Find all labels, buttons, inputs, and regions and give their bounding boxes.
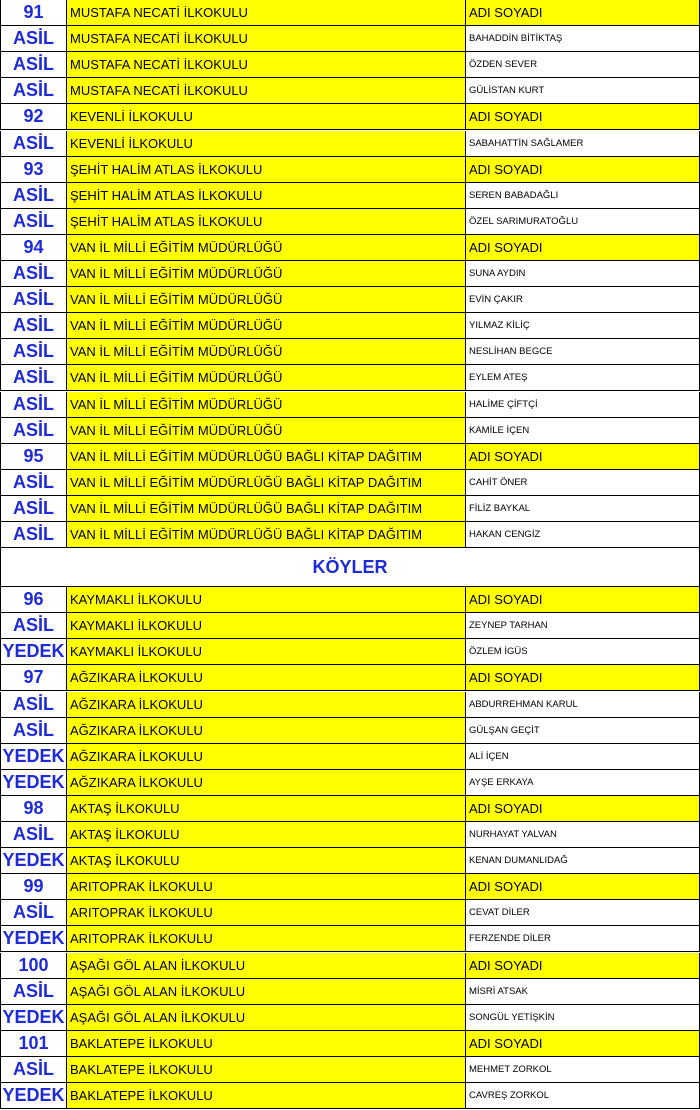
- school-header-row: [0, 1031, 700, 1057]
- school-name: VAN İL MİLLİ EĞİTİM MÜDÜRLÜĞÜ: [67, 235, 466, 261]
- staff-row: [0, 287, 700, 313]
- staff-row: [0, 522, 700, 548]
- staff-name: NESLİHAN BEGCE: [466, 339, 700, 365]
- school-name: KAYMAKLI İLKOKULU: [67, 587, 466, 613]
- staff-status: ASİL: [0, 26, 67, 52]
- staff-name: EVİN ÇAKIR: [466, 287, 700, 313]
- school-name: AĞZIKARA İLKOKULU: [67, 665, 466, 691]
- staff-status: ASİL: [0, 1057, 67, 1083]
- school-name: ŞEHİT HALİM ATLAS İLKOKULU: [67, 157, 466, 183]
- school-name: VAN İL MİLLİ EĞİTİM MÜDÜRLÜĞÜ: [67, 418, 466, 444]
- staff-name: GÜLŞAN GEÇİT: [466, 718, 700, 744]
- school-header-row: [0, 104, 700, 130]
- staff-name: SUNA AYDIN: [466, 261, 700, 287]
- staff-name: HALİME ÇİFTÇİ: [466, 392, 700, 418]
- staff-name: CEVAT DİLER: [466, 900, 700, 926]
- staff-row: [0, 365, 700, 391]
- staff-row: [0, 418, 700, 444]
- staff-status: ASİL: [0, 392, 67, 418]
- school-number: 97: [0, 665, 67, 691]
- name-column-header: ADI SOYADI: [466, 0, 700, 26]
- school-name: AĞZIKARA İLKOKULU: [67, 692, 466, 718]
- staff-name: ZEYNEP TARHAN: [466, 613, 700, 639]
- staff-status: ASİL: [0, 496, 67, 522]
- school-header-row: [0, 665, 700, 691]
- staff-status: ASİL: [0, 822, 67, 848]
- staff-status: ASİL: [0, 418, 67, 444]
- school-header-row: [0, 874, 700, 900]
- school-name: ARITOPRAK İLKOKULU: [67, 874, 466, 900]
- staff-row: [0, 52, 700, 78]
- section-title: KÖYLER: [0, 548, 700, 587]
- staff-status: YEDEK: [0, 926, 67, 952]
- staff-name: ABDURREHMAN KARUL: [466, 692, 700, 718]
- staff-name: NURHAYAT YALVAN: [466, 822, 700, 848]
- staff-row: [0, 770, 700, 796]
- staff-row: [0, 613, 700, 639]
- staff-status: ASİL: [0, 979, 67, 1005]
- school-name: AKTAŞ İLKOKULU: [67, 796, 466, 822]
- school-name: VAN İL MİLLİ EĞİTİM MÜDÜRLÜĞÜ: [67, 339, 466, 365]
- staff-name: BAHADDİN BİTİKTAŞ: [466, 26, 700, 52]
- staff-status: ASİL: [0, 52, 67, 78]
- school-name: KEVENLİ İLKOKULU: [67, 104, 466, 130]
- staff-status: ASİL: [0, 470, 67, 496]
- staff-name: SABAHATTİN SAĞLAMER: [466, 131, 700, 157]
- staff-status: YEDEK: [0, 639, 67, 665]
- staff-status: ASİL: [0, 183, 67, 209]
- school-name: AKTAŞ İLKOKULU: [67, 848, 466, 874]
- staff-name: FERZENDE DİLER: [466, 926, 700, 952]
- staff-row: [0, 496, 700, 522]
- staff-row: [0, 78, 700, 104]
- school-name: VAN İL MİLLİ EĞİTİM MÜDÜRLÜĞÜ: [67, 392, 466, 418]
- school-name: AĞZIKARA İLKOKULU: [67, 770, 466, 796]
- school-header-row: [0, 587, 700, 613]
- staff-row: [0, 926, 700, 952]
- school-header-row: [0, 0, 700, 26]
- staff-name: HAKAN CENGİZ: [466, 522, 700, 548]
- name-column-header: ADI SOYADI: [466, 953, 700, 979]
- staff-name: AYŞE ERKAYA: [466, 770, 700, 796]
- school-name: VAN İL MİLLİ EĞİTİM MÜDÜRLÜĞÜ BAĞLI KİTAP DAĞITIM: [67, 444, 466, 470]
- staff-row: [0, 744, 700, 770]
- school-number: 99: [0, 874, 67, 900]
- staff-status: ASİL: [0, 692, 67, 718]
- school-name: ŞEHİT HALİM ATLAS İLKOKULU: [67, 209, 466, 235]
- name-column-header: ADI SOYADI: [466, 796, 700, 822]
- staff-row: [0, 822, 700, 848]
- name-column-header: ADI SOYADI: [466, 874, 700, 900]
- staff-name: CAHİT ÖNER: [466, 470, 700, 496]
- staff-status: ASİL: [0, 313, 67, 339]
- staff-name: EYLEM ATEŞ: [466, 365, 700, 391]
- school-number: 92: [0, 104, 67, 130]
- school-name: AĞZIKARA İLKOKULU: [67, 718, 466, 744]
- staff-status: ASİL: [0, 339, 67, 365]
- school-number: 94: [0, 235, 67, 261]
- school-name: AŞAĞI GÖL ALAN İLKOKULU: [67, 1005, 466, 1031]
- staff-status: ASİL: [0, 613, 67, 639]
- staff-name: GÜLİSTAN KURT: [466, 78, 700, 104]
- school-number: 93: [0, 157, 67, 183]
- school-header-row: [0, 235, 700, 261]
- school-name: VAN İL MİLLİ EĞİTİM MÜDÜRLÜĞÜ: [67, 365, 466, 391]
- staff-row: [0, 183, 700, 209]
- staff-status: ASİL: [0, 209, 67, 235]
- staff-row: [0, 131, 700, 157]
- staff-name: CAVREŞ ZORKOL: [466, 1083, 700, 1109]
- school-name: MUSTAFA NECATİ İLKOKULU: [67, 26, 466, 52]
- staff-row: [0, 692, 700, 718]
- staff-row: [0, 339, 700, 365]
- school-name: AĞZIKARA İLKOKULU: [67, 744, 466, 770]
- name-column-header: ADI SOYADI: [466, 235, 700, 261]
- staff-name: KENAN DUMANLIDAĞ: [466, 848, 700, 874]
- school-number: 100: [0, 953, 67, 979]
- school-name: ARITOPRAK İLKOKULU: [67, 900, 466, 926]
- staff-status: YEDEK: [0, 848, 67, 874]
- staff-status: ASİL: [0, 131, 67, 157]
- staff-name: ÖZEL SARIMURATOĞLU: [466, 209, 700, 235]
- school-name: BAKLATEPE İLKOKULU: [67, 1083, 466, 1109]
- name-column-header: ADI SOYADI: [466, 665, 700, 691]
- school-name: AŞAĞI GÖL ALAN İLKOKULU: [67, 953, 466, 979]
- school-number: 101: [0, 1031, 67, 1057]
- staff-row: [0, 392, 700, 418]
- staff-name: ALİ İÇEN: [466, 744, 700, 770]
- staff-row: [0, 209, 700, 235]
- staff-row: [0, 313, 700, 339]
- school-name: BAKLATEPE İLKOKULU: [67, 1031, 466, 1057]
- staff-row: [0, 848, 700, 874]
- staff-row: [0, 639, 700, 665]
- school-name: AŞAĞI GÖL ALAN İLKOKULU: [67, 979, 466, 1005]
- staff-name: ÖZDEN SEVER: [466, 52, 700, 78]
- school-number: 95: [0, 444, 67, 470]
- staff-row: [0, 979, 700, 1005]
- staff-row: [0, 900, 700, 926]
- school-header-row: [0, 444, 700, 470]
- school-name: VAN İL MİLLİ EĞİTİM MÜDÜRLÜĞÜ: [67, 261, 466, 287]
- staff-status: YEDEK: [0, 744, 67, 770]
- staff-status: YEDEK: [0, 1083, 67, 1109]
- school-name: VAN İL MİLLİ EĞİTİM MÜDÜRLÜĞÜ: [67, 287, 466, 313]
- school-name: MUSTAFA NECATİ İLKOKULU: [67, 0, 466, 26]
- staff-row: [0, 470, 700, 496]
- staff-row: [0, 1083, 700, 1109]
- staff-status: ASİL: [0, 900, 67, 926]
- staff-name: YILMAZ KİLİÇ: [466, 313, 700, 339]
- school-name: BAKLATEPE İLKOKULU: [67, 1057, 466, 1083]
- school-name: KAYMAKLI İLKOKULU: [67, 613, 466, 639]
- staff-row: [0, 1005, 700, 1031]
- school-number: 98: [0, 796, 67, 822]
- name-column-header: ADI SOYADI: [466, 444, 700, 470]
- school-name: VAN İL MİLLİ EĞİTİM MÜDÜRLÜĞÜ BAĞLI KİTAP DAĞITIM: [67, 470, 466, 496]
- school-name: MUSTAFA NECATİ İLKOKULU: [67, 78, 466, 104]
- school-number: 96: [0, 587, 67, 613]
- staff-name: MEHMET ZORKOL: [466, 1057, 700, 1083]
- school-name: VAN İL MİLLİ EĞİTİM MÜDÜRLÜĞÜ: [67, 313, 466, 339]
- staff-name: SONGÜL YETİŞKİN: [466, 1005, 700, 1031]
- name-column-header: ADI SOYADI: [466, 104, 700, 130]
- school-header-row: [0, 157, 700, 183]
- staff-status: YEDEK: [0, 1005, 67, 1031]
- school-name: ARITOPRAK İLKOKULU: [67, 926, 466, 952]
- school-name: VAN İL MİLLİ EĞİTİM MÜDÜRLÜĞÜ BAĞLI KİTAP DAĞITIM: [67, 522, 466, 548]
- school-number: 91: [0, 0, 67, 26]
- name-column-header: ADI SOYADI: [466, 1031, 700, 1057]
- school-name: AKTAŞ İLKOKULU: [67, 822, 466, 848]
- staff-row: [0, 1057, 700, 1083]
- school-name: KAYMAKLI İLKOKULU: [67, 639, 466, 665]
- staff-row: [0, 26, 700, 52]
- school-name: ŞEHİT HALİM ATLAS İLKOKULU: [67, 183, 466, 209]
- school-name: KEVENLİ İLKOKULU: [67, 131, 466, 157]
- name-column-header: ADI SOYADI: [466, 587, 700, 613]
- staff-name: SEREN BABADAĞLI: [466, 183, 700, 209]
- staff-name: KAMİLE İÇEN: [466, 418, 700, 444]
- school-header-row: [0, 796, 700, 822]
- staff-status: ASİL: [0, 522, 67, 548]
- staff-name: FİLİZ BAYKAL: [466, 496, 700, 522]
- staff-status: ASİL: [0, 287, 67, 313]
- staff-status: ASİL: [0, 718, 67, 744]
- school-header-row: [0, 953, 700, 979]
- staff-status: ASİL: [0, 365, 67, 391]
- school-name: MUSTAFA NECATİ İLKOKULU: [67, 52, 466, 78]
- staff-status: YEDEK: [0, 770, 67, 796]
- staff-status: ASİL: [0, 78, 67, 104]
- staff-row: [0, 261, 700, 287]
- staff-status: ASİL: [0, 261, 67, 287]
- staff-row: [0, 718, 700, 744]
- school-name: VAN İL MİLLİ EĞİTİM MÜDÜRLÜĞÜ BAĞLI KİTAP DAĞITIM: [67, 496, 466, 522]
- name-column-header: ADI SOYADI: [466, 157, 700, 183]
- staff-name: ÖZLEM İGÜS: [466, 639, 700, 665]
- staff-name: MİSRİ ATSAK: [466, 979, 700, 1005]
